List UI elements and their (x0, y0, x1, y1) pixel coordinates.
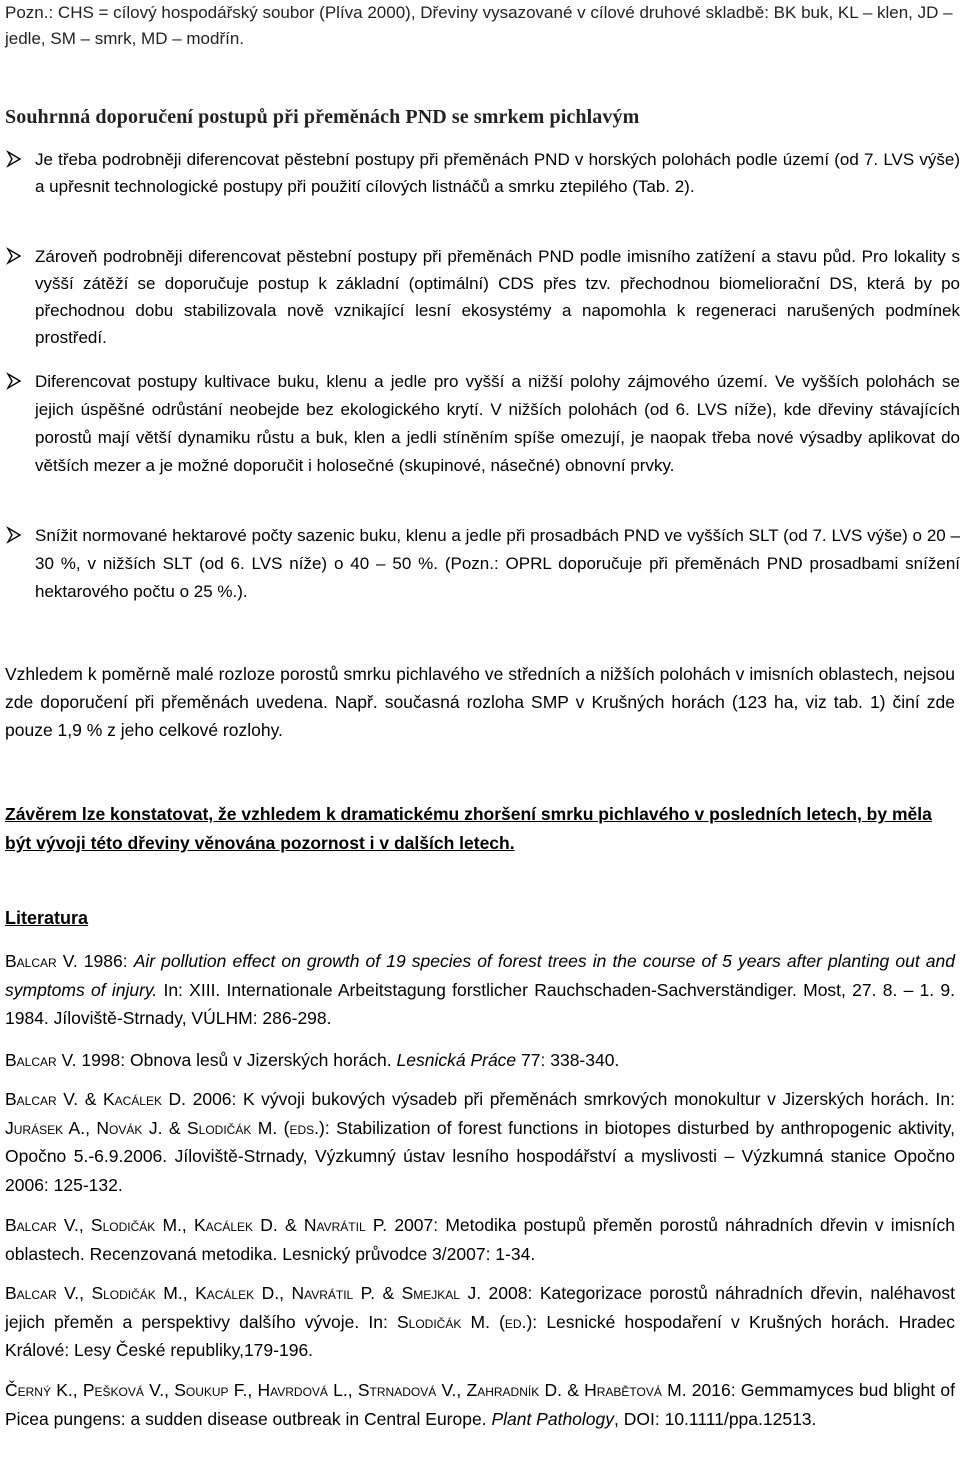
bullet-text: Zároveň podrobněji diferencovat pěstební postupy při přeměnách PND podle imisního zatížení a stavu půd. Pro lokality s vyšší zátěží se doporučuje postup k základní (optimální) CDS přes tzv. přechodnou biomeliorační DS, která by po přechodnou dobu stabilizovala nově vznikající lesní ekosystémy a napomohla k regeneraci narušených podmínek prostředí. (35, 247, 960, 347)
reference-item: Balcar V. 1998: Obnova lesů v Jizerských horách. Lesnická Práce 77: 338-340. (5, 1050, 620, 1070)
arrow-bullet-icon (5, 243, 25, 269)
bullet-item (35, 243, 960, 351)
conclusion-paragraph: Závěrem lze konstatovat, že vzhledem k dramatickému zhoršení smrku pichlavého v posledních letech, by měla být vývoji této dřeviny věnována pozornost i v dalších letech. (5, 804, 932, 853)
reference-item: Balcar V., Slodičák M., Kacálek D., Navrátil P. & Smejkal J. 2008: Kategorizace porostů náhradních dřevin, naléhavost jejich přeměn a perspektivy dalšího vývoje. In: Slodičák M. (ed.): Lesnické hospodaření v Krušných horách. Hradec Králové: Lesy České republiky,179-196. (5, 1283, 956, 1360)
bullet-item (35, 522, 960, 606)
reference-item: Balcar V. & Kacálek D. 2006: K vývoji bukových výsadeb při přeměnách smrkových monokultur v Jizerských horách. In: Jurásek A., Novák J. & Slodičák M. (eds.): Stabilization of forest functions in biotopes disturbed by anthropogenic aktivity, Opočno 5.-6.9.2006. Jíloviště-Strnady, Výzkumný ústav lesního hospodářství a myslivosti – Výzkumná stanice Opočno 2006: 125-132. (5, 1089, 955, 1195)
bullet-text: Diferencovat postupy kultivace buku, klenu a jedle pro vyšší a nižší polohy zájmového území. Ve vyšších polohách se jejich úspěšné odrůstání neobejde bez ekologického krytí. V nižších polohách (od 6. LVS níže), kde dřeviny stávajících porostů mají větší dynamiku růstu a buk, klen a jedli stíněním spíše omezují, je naopak třeba nové výsadby aplikovat do větších mezer a je možné doporučit i holosečné (skupinové, násečné) obnovní prvky. (35, 372, 960, 475)
bullet-text: Je třeba podrobněji diferencovat pěstební postupy při přeměnách PND v horských polohách podle území (od 7. LVS výše) a upřesnit technologické postupy při použití cílových listnáčů a smrku ztepilého (Tab. 2). (35, 150, 960, 196)
bullet-item (35, 146, 960, 200)
body-paragraph: Vzhledem k poměrně malé rozloze porostů smrku pichlavého ve středních a nižších polohách v imisních oblastech, nejsou zde doporučení při přeměnách uvedena. Např. současná rozloha SMP v Krušných horách (123 ha, viz tab. 1) činí zde pouze 1,9 % z jeho celkové rozlohy. (5, 664, 955, 740)
arrow-bullet-icon (5, 368, 25, 394)
literature-heading: Literatura (5, 908, 89, 928)
reference-item: Černý K., Pešková V., Soukup F., Havrdová L., Strnadová V., Zahradník D. & Hrabětová M. 2016: Gemmamyces bud blight of Picea pungens: a sudden disease outbreak in Central Europe. Plant Pathology, DOI: 10.1111/ppa.12513. (5, 1380, 955, 1429)
bullet-text: Snížit normované hektarové počty sazenic buku, klenu a jedle při prosadbách PND ve vyšších SLT (od 7. LVS výše) o 20 – 30 %, v nižších SLT (od 6. LVS níže) o 40 – 50 %. (Pozn.: OPRL doporučuje při přeměnách PND prosadbami snížení hektarového počtu o 25 %.). (35, 526, 960, 601)
section-heading: Souhrnná doporučení postupů při přeměnách PND se smrkem pichlavým (5, 106, 640, 128)
arrow-bullet-icon (5, 522, 25, 548)
species-note: Pozn.: CHS = cílový hospodářský soubor (Plíva 2000), Dřeviny vysazované v cílové druhové skladbě: BK buk, KL – klen, JD – jedle, SM – smrk, MD – modřín. (5, 3, 953, 48)
reference-item: Balcar V., Slodičák M., Kacálek D. & Navrátil P. 2007: Metodika postupů přeměn porostů náhradních dřevin v imisních oblastech. Recenzovaná metodika. Lesnický průvodce 3/2007: 1-34. (5, 1215, 955, 1264)
reference-item: Balcar V. 1986: Air pollution effect on growth of 19 species of forest trees in the course of 5 years after planting out and symptoms of injury. In: XIII. Internationale Arbeitstagung forstlicher Rauchschaden-Sachverständiger. Most, 27. 8. – 1. 9. 1984. Jíloviště-Strnady, VÚLHM: 286-298. (5, 951, 955, 1028)
arrow-bullet-icon (5, 146, 25, 172)
bullet-item (35, 368, 960, 480)
